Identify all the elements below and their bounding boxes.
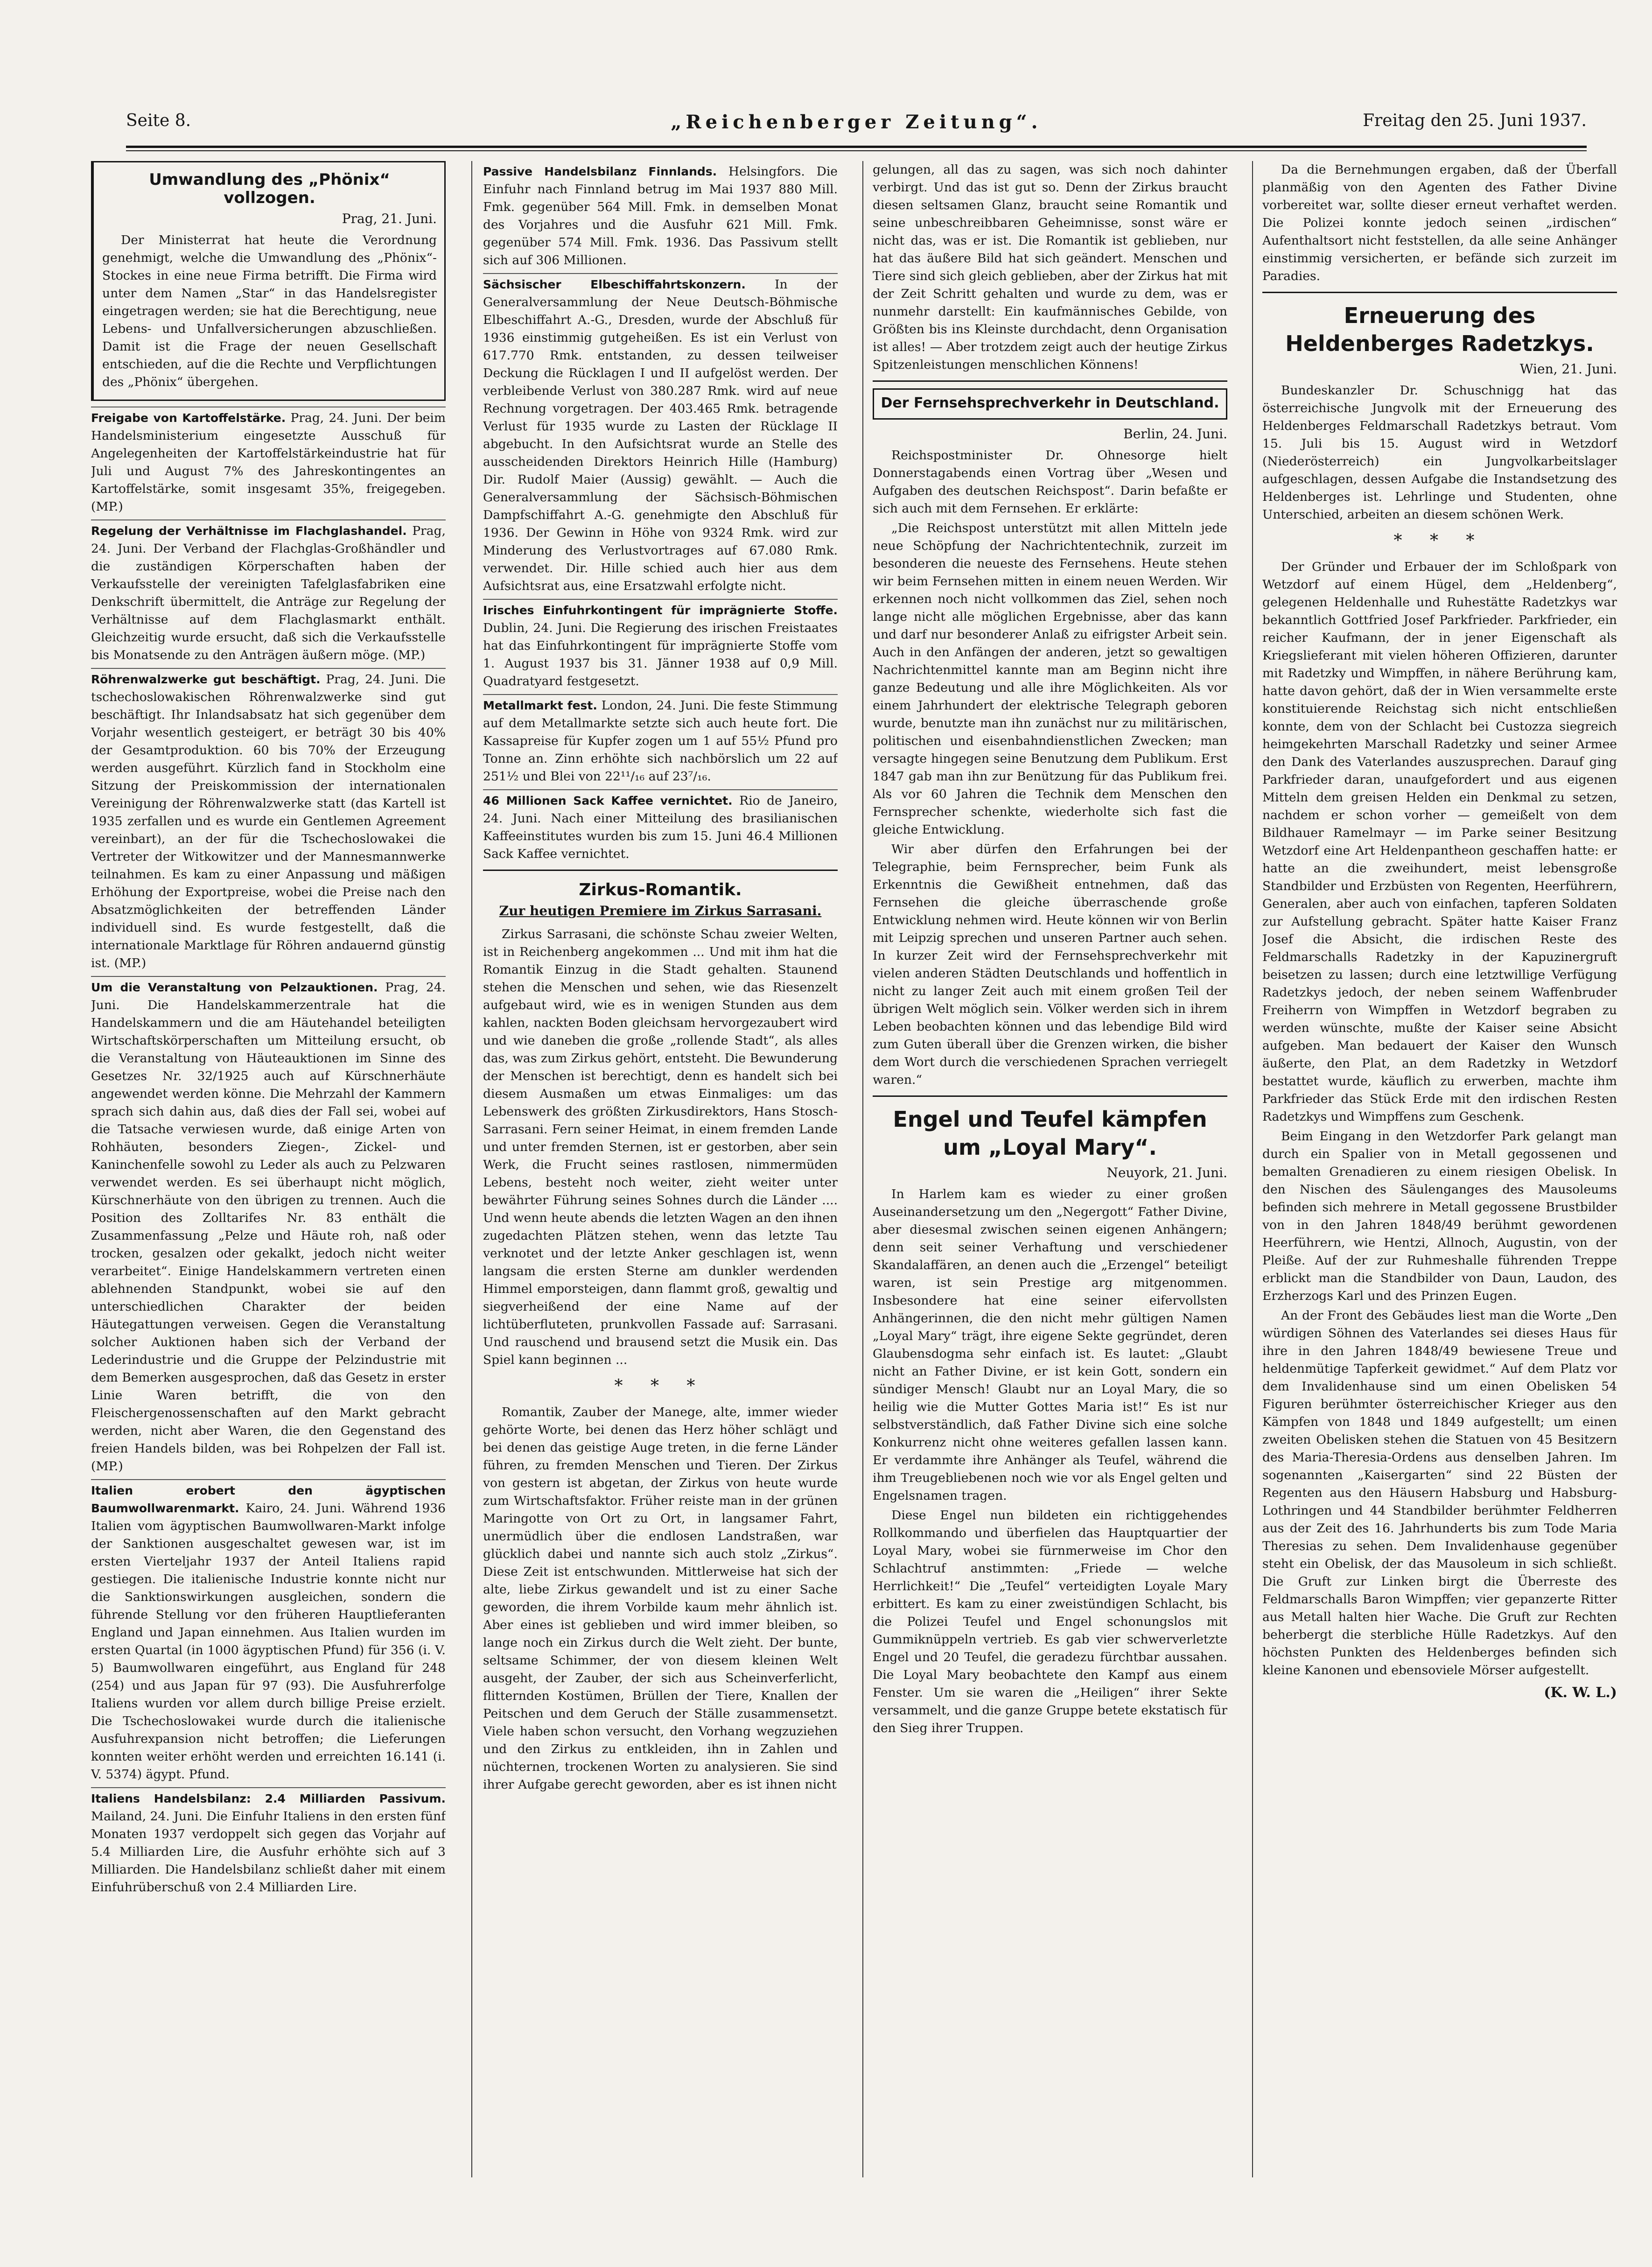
news-item	[483, 161, 838, 269]
item-text: In der Generalversammlung der Neue Deutsch-Böhmische Elbeschiffahrt A.-G., Dresden, wurde der Abschluß für 1936 einstimmig gutgeheißen. Es ist ein Verlust von 617.770 Rmk. entstanden, zu dessen teilweiser Deckung die Rücklagen I und II aufgelöst werden. Der verbleibende Verlust von 380.287 Rmk. wird auf neue Rechnung vorgetragen. Der 403.465 Rmk. betragende Verlust für 1935 wurde zu Lasten der Rücklage II abgebucht. In den Aufsichtsrat wurde an Stelle des ausscheidenden Direktors Heinrich Hille (Hamburg) Dir. Rudolf Maier (Aussig) gewählt. — Auch die Generalversammlung der Sächsisch-Böhmischen Dampfschiffahrt A.-G. genehmigte den Abschluß für 1936. Der Gewinn in Höhe von 9324 Rmk. wird zur Minderung des Verlustvortrages auf 67.080 Rmk. verwendet. Dir. Hille schied auch hier aus dem Aufsichtsrat aus, eine Ersatzwahl erfolgte nicht.	[483, 277, 838, 593]
item-text: Prag, 24. Juni. Der beim Handelsministerium eingesetzte Ausschuß für Angelegenheiten der Kartoffelstärkeindustrie hat für Juli und August 7% des Jahreskontingentes an Kartoffelstärke, somit insgesamt 35%, freigegeben. (MP.)	[91, 411, 446, 514]
item-lead: Italiens Handelsbilanz: 2.4 Milliarden Passivum.	[91, 1792, 446, 1806]
dateline: Prag, 21. Juni.	[342, 211, 437, 227]
column-divider	[471, 161, 472, 2177]
article-body: Diese Engel nun bildeten ein richtiggehendes Rollkommando und überfielen das Hauptquartier der Loyal Mary, wobei sie fürnmerweise im Chor den Schlachtruf anstimmten: „Friede — welche Herrlichkeit!“ Die „Teufel“ verteidigten Loyale Mary erbittert. Es kam zu einer zweistündigen Schlacht, bis die Polizei Teufel und Engel schonungslos mit Gummiknüppeln vertrieb. Es gab vier schwerverletzte Engel und 20 Teufel, die geradezu fürchtbar aussahen. Die Loyal Mary beobachtete den Kampf aus einem Fenster. Um sie waren die „Heiligen“ ihrer Sekte versammelt, und die ganze Gruppe betete ekstatisch für den Sieg ihrer Truppen.	[873, 1508, 1227, 1735]
news-item	[483, 694, 838, 786]
section-stars: * * *	[1393, 531, 1486, 550]
item-lead: Irisches Einfuhrkontingent für imprägnierte Stoffe.	[483, 604, 838, 617]
item-text: Prag, 24. Juni. Der Verband der Flachglas-Großhändler und die zuständigen Körperschaften haben der Verkaufsstelle der vereinigten Tafelglasfabriken eine Denkschrift übermittelt, die Anträge zur Regelung der Verhältnisse auf dem Flachglasmarkt enthält. Gleichzeitig wurde ersucht, daß sich die Verkaufsstelle bis Monatsende zu den Anträgen äußern möge. (MP.)	[91, 524, 446, 663]
article-body: An der Front des Gebäudes liest man die Worte „Den würdigen Söhnen des Vaterlandes sei dieses Haus für ihre in den Jahren 1848/49 bewiesene Treue und heldenmütige Tapferkeit gewidmet.“ Auf dem Platz vor dem Invalidenhause sind um einen Obelisken 54 Figuren berühmter österreichischer Krieger aus den Kämpfen von 1848 und 1849 aufgestellt; um einen zweiten Obelisken stehen die Statuen von 45 Besitzern des Maria-Theresia-Ordens aus denselben Jahren. Im sogenannten „Kaisergarten“ sind 22 Büsten der Regenten aus den Häusern Habsburg und Habsburg-Lothringen und 44 Standbilder berühmter Feldherren aus der Zeit des 16. Jahrhunderts bis zum Tode Maria Theresias zu sehen. Dem Invalidenhause gegenüber steht ein Obelisk, der das Mausoleum in sich schließt. Die Gruft zur Linken birgt die Überreste des Feldmarschalls Baron Wimpffen; vier gepanzerte Ritter aus Metall halten hier Wache. Die Gruft zur Rechten beherbergt die sterbliche Hülle Radetzkys. Auf den höchsten Punkten des Heldenberges befinden sich kleine Kanonen und ebensoviele Mörser aufgestellt.	[1262, 1308, 1617, 1677]
column-divider	[862, 161, 863, 2177]
article-body: Der Gründer und Erbauer der im Schloßpark von Wetzdorf auf einem Hügel, dem „Heldenberg“, gelegenen Heldenhalle und Ruhestätte Radetzkys war bekanntlich Gottfried Josef Parkfrieder. Parkfrieder, ein reicher Kaufmann, der in jener Eigenschaft als Kriegslieferant mit vielen höheren Offizieren, darunter mit Radetzky und Wimpffen, in nähere Berührung kam, hatte davon gehört, daß der in Wien versammelte erste konstituierende Reichstag sich nicht entschließen konnte, dem von der Schlacht bei Custozza siegreich heimgekehrten Marschall Radetzky und seiner Armee den Dank des Vaterlandes auszusprechen. Darauf ging Parkfrieder daran, unaufgefordert und aus eigenen Mitteln dem greisen Helden ein Denkmal zu setzen, nachdem er schon vorher — gemeißelt von dem Bildhauer Ramelmayr — im Parke seiner Besitzung Wetzdorf eine Art Heldenpantheon geschaffen hatte: er hatte an die zweihundert, meist lebensgroße Standbilder und Erzbüsten von Regenten, Heerführern, Generalen, aber auch von einfachen, tapferen Soldaten zur Aufstellung gebracht. Später hatte Kaiser Franz Josef die Absicht, die irdischen Reste des Feldmarschalls Radetzky in der Kapuzinergruft beisetzen zu lassen; durch eine letztwillige Verfügung Radetzkys jedoch, der neben seinem Waffenbruder Freiherrn von Wimpffen in Wetzdorf begraben zu werden wünschte, mußte der Kaiser seine Absicht aufgeben. Man bedauert der Kaiser den Wunsch äußerte, den Plat, an dem Radetzky in Wetzdorf bestattet wurde, käuflich zu erwerben, machte ihm Parkfrieder das Stück Erde mit den irdischen Resten Radetzkys und Wimpffens zum Geschenk.	[1262, 560, 1617, 1124]
newspaper-title: „Reichenberger Zeitung“.	[671, 111, 1042, 133]
news-item	[91, 1479, 446, 1783]
article-body: Da die Bernehmungen ergaben, daß der Überfall planmäßig von den Agenten des Father Divine vorbereitet war, sollte dieser erneut verhaftet werden. Die Polizei konnte jedoch seinen „irdischen“ Aufenthaltsort nicht feststellen, da alle seine Anhänger einstimmig versicherten, er befände sich zurzeit im Paradies.	[1262, 162, 1617, 283]
news-item	[483, 273, 838, 595]
article-body: Reichspostminister Dr. Ohnesorge hielt Donnerstagabends einen Vortrag über „Wesen und Aufgaben des deutschen Reichspost“. Darin befaßte er sich auch mit dem Fernsehen. Er erklärte:	[873, 448, 1227, 516]
item-lead: 46 Millionen Sack Kaffee vernichtet.	[483, 794, 733, 807]
item-text: Prag, 24. Juni. Die tschechoslowakischen Röhrenwalzwerke sind gut beschäftigt. Ihr Inlandsabsatz hat sich gegenüber dem Vorjahr wesentlich gesteigert, er beträgt 30 bis 40% der Gesamtproduktion. 60 bis 70% der Erzeugung werden ausgeführt. Kürzlich fand in Stockholm eine Sitzung der Preiskommission der internationalen Vereinigung der Röhrenwalzwerke statt (das Kartell ist 1935 zerfallen und es wurde ein Gentlemen Agreement vereinbart), an der für die Tschechoslowakei die Vertreter der Witkowitzer und der Mannesmannwerke teilnahmen. Es kam zu einer Anpassung und mäßigen Erhöhung der Exportpreise, wobei die Preise nach den Absatzmöglichkeiten der betreffenden Länder individuell sind. Es wurde festgestellt, daß die internationale Marktlage für Röhren andauernd günstig ist. (MP.)	[91, 672, 446, 971]
column-1	[91, 161, 446, 2182]
news-item	[483, 789, 838, 863]
news-item	[483, 599, 838, 690]
article-body: Romantik, Zauber der Manege, alte, immer wieder gehörte Worte, bei denen das Herz höher schlägt und bei denen das geistige Auge treten, in die ferne Länder führen, zu fremden Menschen und Tieren. Der Zirkus von gestern ist abgetan, der Zirkus von heute wurde zum Wirtschaftsfaktor. Früher reiste man in der grünen Maringotte von Ort zu Ort, in langsamer Fahrt, unermüdlich über die endlosen Landstraßen, war glücklich dabei und nannte sich auch stolz „Zirkus“. Diese Zeit ist entschwunden. Mittlerweise hat sich der alte, liebe Zirkus gewandelt und ist zu einer Sache geworden, die ihrem Vorbilde kaum mehr ähnlich ist. Aber eines ist geblieben und wird immer bleiben, so lange noch ein Zirkus durch die Welt zieht. Der bunte, seltsame Schimmer, der von diesem kleinen Welt ausgeht, der Zauber, der sich aus Scheinverferlicht, flitternden Kostümen, Brüllen der Tiere, Knallen der Peitschen und dem Geruch der Ställe zusammensetzt. Viele haben schon versucht, den Vorhang wegzuziehen und den Zirkus zu entkleiden, ihn in Zahlen und nüchternen, trockenen Worten zu analysieren. Sie sind ihrer Aufgabe gerecht geworden, aber es ist ihnen nicht	[483, 1405, 838, 1792]
item-lead: Freigabe von Kartoffelstärke.	[91, 411, 286, 425]
issue-date: Freitag den 25. Juni 1937.	[1363, 111, 1587, 130]
article-headline: Umwandlung des „Phönix“ vollzogen.	[149, 170, 390, 208]
article-body: Bundeskanzler Dr. Schuschnigg hat das österreichische Jungvolk mit der Erneuerung des Heldenberges Feldmarschall Radetzkys betraut. Vom 15. Juli bis 15. August wird in Wetzdorf (Niederösterreich) ein Jungvolkarbeitslager aufgeschlagen, dessen Aufgabe die Instandsetzung des Heldenberges ist. Lehrlinge und Studenten, ohne Unterschied, arbeiten an diesem schönen Werk.	[1262, 383, 1617, 522]
section-rule	[873, 1095, 1227, 1097]
held-headline: Erneuerung des Heldenberges Radetzkys.	[1285, 303, 1594, 356]
section-stars: * * *	[614, 1376, 707, 1396]
header-rule	[126, 146, 1587, 148]
column-2	[483, 161, 838, 2182]
item-lead: Regelung der Verhältnisse im Flachglashandel.	[91, 524, 407, 538]
item-text: Kairo, 24. Juni. Während 1936 Italien vom ägyptischen Baumwollwaren-Markt infolge der Sanktionen ausgeschaltet gewesen war, ist im ersten Vierteljahr 1937 der Anteil Italiens rapid gestiegen. Die italienische Industrie konnte nicht nur die Sanktionswirkungen ausgleichen, sondern die führende Stellung vor den früheren Hauptlieferanten England und Japan einnehmen. Aus Italien wurden im ersten Quartal (in 1000 ägyptischen Pfund) für 356 (i. V. 5) Baumwollwaren eingeführt, aus England für 248 (254) und aus Japan für 97 (93). Die Ausfuhrerfolge Italiens wurden vor allem durch billige Preise erzielt. Die Tschechoslowakei wurde durch die italienische Ausfuhrexpansion nicht betroffen; die Lieferungen konnten weiter erhöht werden und erreichten 16.141 (i. V. 5374) ägypt. Pfund.	[91, 1501, 446, 1782]
dateline: Berlin, 24. Juni.	[1123, 426, 1227, 442]
item-lead: Italien erobert den ägyptischen Baumwollwarenmarkt.	[91, 1484, 446, 1516]
column-3	[873, 161, 1227, 2182]
column-divider	[1252, 161, 1253, 2177]
author-signature: (K. W. L.)	[1544, 1684, 1617, 1701]
news-item	[91, 668, 446, 972]
dateline: Wien, 21. Juni.	[1519, 361, 1617, 377]
fern-headline-box	[873, 388, 1227, 420]
item-lead: Passive Handelsbilanz Finnlands.	[483, 165, 717, 178]
item-lead: Röhrenwalzwerke gut beschäftigt.	[91, 673, 321, 687]
article-body: „Die Reichspost unterstützt mit allen Mitteln jede neue Schöpfung der Nachrichtentechnik, zurzeit im besonderen die neueste des Fernsehens. Heute stehen wir beim Fernsehen mitten in einem neuen Werden. Wir erkennen noch nicht vollkommen das Ziel, sehen noch lange nicht alle möglichen Ergebnisse, aber das kann und darf nur besonderer Anlaß zu eifrigster Arbeit sein. Auch in den Anfängen der anderen, jetzt so gewaltigen Nachrichtenmittel kannte man am Beginn nicht ihre ganze Bedeutung und alle ihre Möglichkeiten. Als vor einem Jahrhundert der elektrische Telegraph geboren wurde, benutzte man ihn zunächst nur zu militärischen, politischen und eisenbahndienstlichen Zwecken; man versagte hingegen seine Benutzung dem Publikum. Erst 1847 gab man ihn zur Benützung für das Publikum frei. Als vor 60 Jahren die Technik dem Menschen den Fernsprecher schenkte, wiederholte sich fast die gleiche Entwicklung.	[873, 520, 1227, 837]
item-text: Helsingfors. Die Einfuhr nach Finnland betrug im Mai 1937 880 Mill. Fmk. gegenüber 564 Mill. Fmk. in demselben Monat des Vorjahres und die Ausfuhr 621 Mill. Fmk. gegenüber 574 Mill. Fmk. 1936. Das Passivum stellt sich auf 306 Millionen.	[483, 164, 838, 267]
item-lead: Metallmarkt fest.	[483, 699, 597, 712]
item-text: Mailand, 24. Juni. Die Einfuhr Italiens in den ersten fünf Monaten 1937 verdoppelt sich gegen das Vorjahr auf 5.4 Milliarden Lire, die Ausfuhr erhöhte sich auf 3 Milliarden. Die Handelsbilanz schließt daher mit einem Einfuhrüberschuß von 2.4 Milliarden Lire.	[91, 1809, 446, 1895]
article-body: In Harlem kam es wieder zu einer großen Auseinandersetzung um den „Negergott“ Father Divine, aber diesesmal zwischen seinen eigenen Anhängern; denn seit seiner Verhaftung und verschiedener Skandalaffären, an denen auch die „Erzengel“ beteiligt waren, ist sein Prestige arg mitgenommen. Insbesondere hat eine seiner eifervollsten Anhängerinnen, die den nicht mehr gültigen Namen „Loyal Mary“ trägt, ihre eigene Sekte gegründet, deren Glaubensdogma sehr einfach ist. Es lautet: „Glaubt nicht an Father Divine, er ist kein Gott, sondern ein sündiger Mensch! Glaubt nur an Loyal Mary, die so heilig wie die Mutter Gottes Maria ist!“ Es ist nur selbstverständlich, daß Father Divine sich eine solche Konkurrenz nicht ohne weiteres gefallen lassen kann. Er verdammte ihre Anhänger als Teufel, während die ihm Treugebliebenen noch wie vor als Engel gelten und Engelsnamen tragen.	[873, 1186, 1227, 1503]
zirkus-headline: Zirkus-Romantik.	[579, 880, 742, 899]
news-item	[91, 519, 446, 664]
item-lead: Um die Veranstaltung von Pelzauktionen.	[91, 981, 378, 995]
engel-headline: Engel und Teufel kämpfen um „Loyal Mary“.	[893, 1106, 1207, 1160]
page-number: Seite 8.	[126, 111, 191, 130]
item-text: London, 24. Juni. Die feste Stimmung auf dem Metallmarkte setzte sich auch heute fort. Die Kassapreise für Kupfer zogen um 1 auf 55½ Pfund pro Tonne an. Zinn erhöhte sich nachbörslich um 22 auf 251½ und Blei von 22¹¹/₁₆ auf 23⁷/₁₆.	[483, 698, 838, 784]
news-item	[91, 1787, 446, 1896]
news-item	[91, 976, 446, 1475]
item-text: Prag, 24. Juni. Die Handelskammerzentrale hat die Handelskammern und die am Häutehandel beteiligten Wirtschaftskörperschaften um Mitteilung ersucht, ob die Veranstaltung von Häuteauktionen im Sinne des Gesetzes Nr. 32/1925 auch auf Kürschnerhäute angewendet werden könne. Die Mehrzahl der Kammern sprach sich dahin aus, daß dies der Fall sei, wobei auf die Tatsache verwiesen wurde, daß einige Arten von Rohhäuten, besonders Ziegen-, Zickel- und Kaninchenfelle sowohl zu Leder als auch zu Pelzwaren verwendet werden. Es sei überhaupt nicht möglich, Kürschnerhäute von den übrigen zu trennen. Auch die Position des Zolltarifes Nr. 83 enthält die Zusammenfassung „Pelze und Häute roh, naß oder trocken, gesalzen oder gekalkt, jedoch nicht weiter verarbeitet“. Einige Handelskammern vertreten einen ablehnenden Standpunkt, wobei sie auf den unterschiedlichen Charakter der beiden Häutegattungen verweisen. Gegen die Veranstaltung solcher Auktionen haben sich der Verband der Lederindustrie und die Gruppe der Pelzindustrie mit dem Bemerken ausgesprochen, daß das Gesetz in erster Linie Waren betrifft, die von den Fleischergenossenschaften auf den Markt gebracht werden, nicht aber Waren, die den Gegenstand des freien Handels bilden, was bei Rohpelzen der Fall ist. (MP.)	[91, 980, 446, 1474]
header-rule-thin	[126, 150, 1587, 151]
item-text: Dublin, 24. Juni. Die Regierung des irischen Freistaates hat das Einfuhrkontingent für imprägnierte Stoffe vom 1. August 1937 bis 31. Jänner 1938 auf 0,9 Mill. Quadratyard festgesetzt.	[483, 621, 838, 688]
article-body: gelungen, all das zu sagen, was sich noch dahinter verbirgt. Und das ist gut so. Denn der Zirkus braucht diesen seltsamen Glanz, braucht seine Romantik und seine unbeschreibbaren Geheimnisse, sonst wäre er nicht das, was er ist. Die Romantik ist geblieben, nur hat das äußere Bild hat sich geändert. Menschen und Tiere sind sich gleich geblieben, aber der Zirkus hat mit der Zeit Schritt gehalten und wurde zu dem, was er nunmehr darstellt: Ein kaufmännisches Gebilde, von Größten bis ins Kleinste durchdacht, denn Organisation ist alles! — Aber trotzdem zeigt auch der heutige Zirkus Spitzenleistungen menschlichen Könnens!	[873, 162, 1227, 372]
dateline: Neuyork, 21. Juni.	[1106, 1165, 1227, 1180]
fern-headline: Der Fernsehsprechverkehr in Deutschland.	[881, 395, 1219, 411]
section-rule	[1262, 292, 1617, 293]
column-4	[1262, 161, 1617, 2182]
article-body: Zirkus Sarrasani, die schönste Schau zweier Welten, ist in Reichenberg angekommen ... Und mit ihm hat die Romantik Einzug in die Stadt gehalten. Staunend stehen die Menschen und sehen, wie das Riesenzelt aufgebaut wird, wie es in wenigen Stunden aus dem kahlen, nackten Boden gleichsam hervorgezaubert wird und wie daneben die große „rollende Stadt“, als alles das, was zum Zirkus gehört, entsteht. Die Bewunderung der Menschen ist berechtigt, denn es handelt sich bei diesem Ausmaßen um etwas Einmaliges: um das Lebenswerk des größten Zirkusdirektors, Hans Stosch-Sarrasani. Fern seiner Heimat, in einem fremden Lande und unter fremden Sternen, ist er gestorben, aber sein Werk, die Frucht seines rastlosen, nimmermüden Lebens, besteht noch weiter, zieht weiter unter bewährter Führung seines Sohnes durch die Länder .... Und wenn heute abends die letzten Wagen an den ihnen zugedachten Plätzen stehen, wenn das letzte Tau verknotet und der letzte Anker geschlagen ist, wenn langsam die ersten Sterne am dunkler werdenden Himmel emporsteigen, dann flammt groß, gewaltig und siegverheißend der eine Name auf der lichtüberfluteten, prunkvollen Fassade auf: Sarrasani. Und rauschend und brausend setzt die Musik ein. Das Spiel kann beginnen ...	[483, 927, 838, 1368]
item-text: Rio de Janeiro, 24. Juni. Nach einer Mitteilung des brasilianischen Kaffeeinstitutes wurden bis zum 15. Juni 46.4 Millionen Sack Kaffee vernichtet.	[483, 793, 838, 861]
article-body: Wir aber dürfen den Erfahrungen bei der Telegraphie, beim Fernsprecher, beim Funk als Erkenntnis die Gewißheit entnehmen, daß das Fernsehen die gleiche überraschende große Entwicklung nehmen wird. Heute können wir von Berlin mit Leipzig sprechen und unseren Partner auch sehen. In kurzer Zeit wird der Fernsehsprechverkehr mit vielen anderen Städten Deutschlands und hoffentlich in nicht zu langer Zeit auch mit einem großen Teil der übrigen Welt möglich sein. Völker werden sich in ihrem Leben beobachten können und das lebendige Bild wird zum Guten überall über die Grenzen wirken, die bisher dem Wort durch die verschiedenen Sprachen verriegelt waren.“	[873, 842, 1227, 1087]
phoenix-article	[91, 161, 446, 401]
section-rule	[873, 380, 1227, 382]
zirkus-subheadline: Zur heutigen Premiere im Zirkus Sarrasani.	[499, 903, 822, 919]
article-body: Beim Eingang in den Wetzdorfer Park gelangt man durch ein Spalier von in Metall gegossenen und bemalten Grenadieren zu einem riesigen Obelisk. In den Nischen des Säulenganges des Mausoleums befinden sich mehrere in Metall gegossene Brustbilder von in den Jahren 1848/49 berühmt gewordenen Heerführern, wie Hentzi, Allnoch, Augustin, von der Pleiße. Auf der zur Ruhmeshalle führenden Treppe erblickt man die Standbilder von Daun, Laudon, des Erzherzogs Karl und des Prinzen Eugen.	[1262, 1129, 1617, 1303]
section-rule	[483, 870, 838, 871]
news-item	[91, 407, 446, 516]
article-body: Der Ministerrat hat heute die Verordnung genehmigt, welche die Umwandlung des „Phönix“-Stockes in eine neue Firma betrifft. Die Firma wird unter dem Namen „Star“ in das Handelsregister eingetragen werden; sie hat die Berechtigung, neue Lebens- und Unfallversicherungen abzuschließen. Damit ist die Frage der neuen Gesellschaft entschieden, auf die die Rechte und Verpflichtungen des „Phönix“ übergehen.	[102, 233, 437, 390]
item-lead: Sächsischer Elbeschiffahrtskonzern.	[483, 278, 746, 291]
